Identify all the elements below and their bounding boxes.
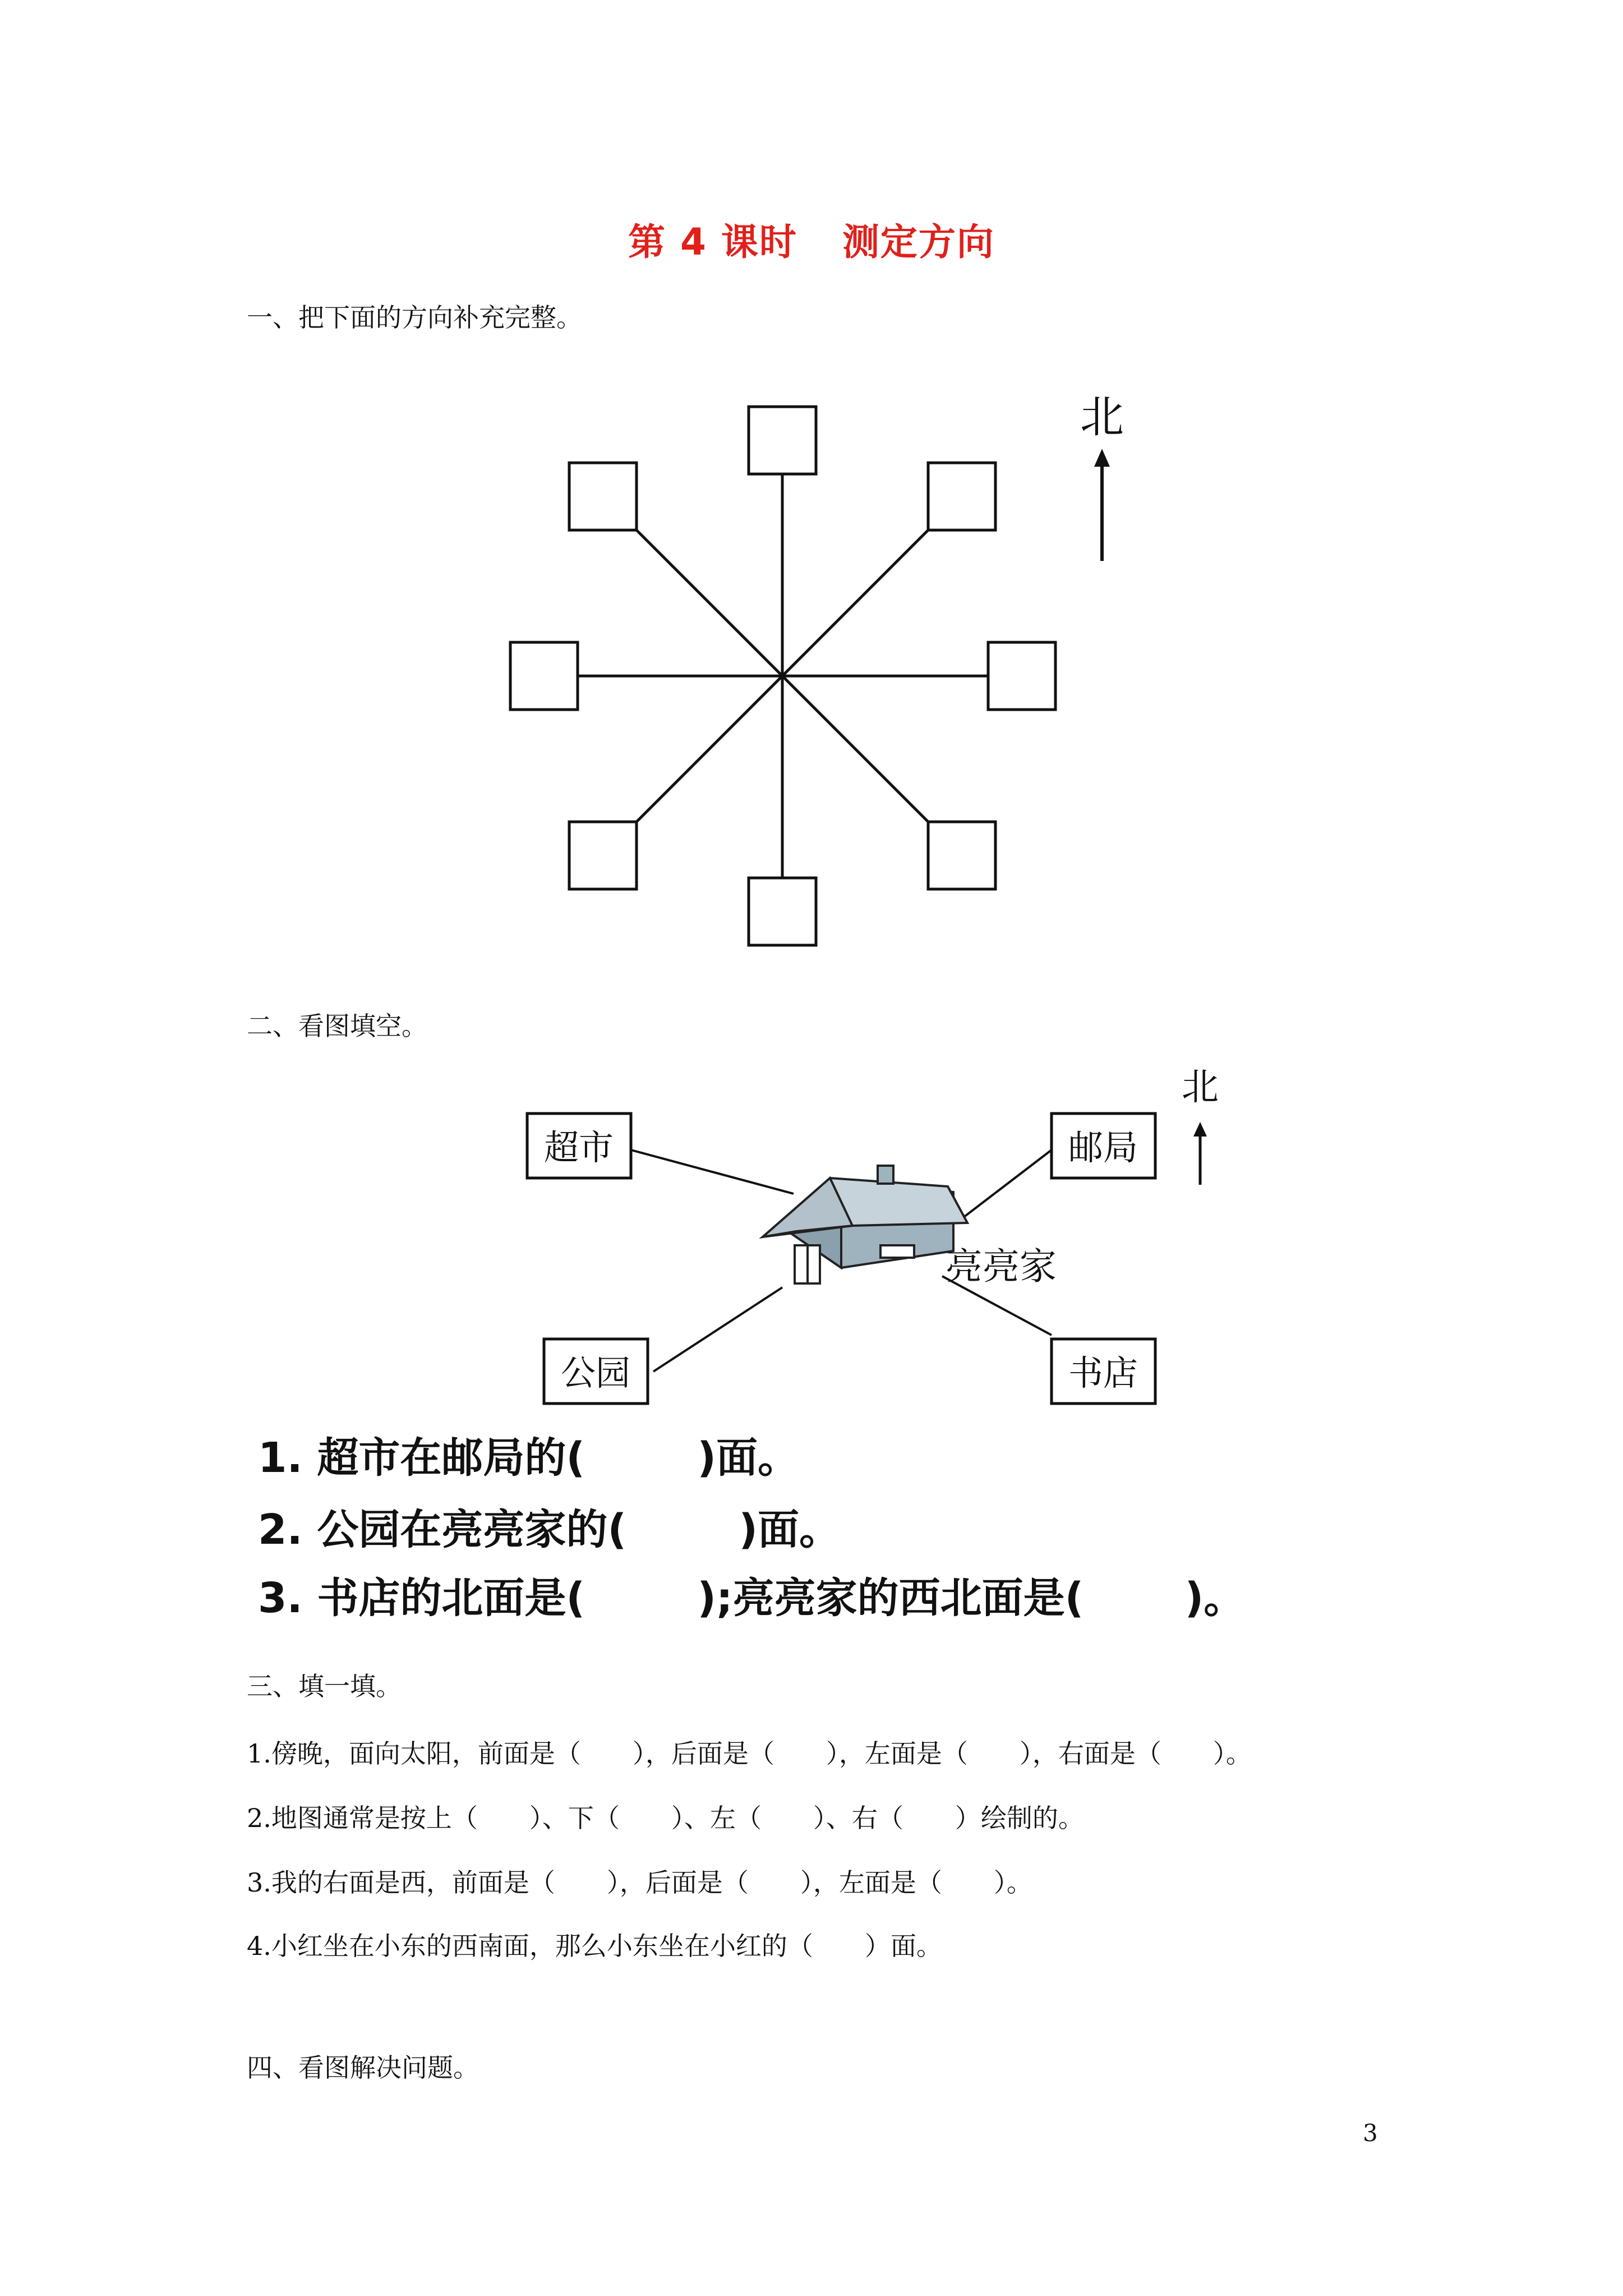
- bookstore-label: 书店: [1068, 1352, 1138, 1393]
- map-question-2: 2. 公园在亮亮家的( )面。: [258, 1506, 841, 1554]
- supermarket-label: 超市: [543, 1127, 614, 1168]
- section4-heading: 四、看图解决问题。: [247, 2053, 479, 2083]
- home-label: 亮亮家: [946, 1245, 1057, 1288]
- section3-heading: 三、填一填。: [247, 1671, 402, 1701]
- compass-rose-diagram: [0, 0, 1623, 1010]
- fill-question-4: 4.小红坐在小东的西南面，那么小东坐在小红的（ ）面。: [247, 1931, 942, 1961]
- park-label: 公园: [560, 1352, 631, 1393]
- post-office-label: 邮局: [1068, 1127, 1138, 1168]
- answer-box-nw[interactable]: [569, 463, 637, 530]
- fill-question-2: 2.地图通常是按上（ ）、下（ ）、左（ ）、右（ ）绘制的。: [247, 1803, 1084, 1833]
- answer-box-ne[interactable]: [928, 463, 995, 530]
- north-arrowhead-icon: [1094, 449, 1110, 467]
- section1-heading: 一、把下面的方向补充完整。: [247, 302, 582, 333]
- fill-question-3: 3.我的右面是西，前面是（ ），后面是（ ），左面是（ ）。: [247, 1867, 1032, 1898]
- section2-heading: 二、看图填空。: [247, 1011, 427, 1041]
- house-icon: [763, 1166, 967, 1283]
- map-question-3: 3. 书店的北面是( );亮亮家的西北面是( )。: [258, 1574, 1246, 1622]
- line-post-office: [956, 1150, 1052, 1223]
- north-label-2: 北: [1182, 1065, 1219, 1108]
- lesson-topic: 测定方向: [842, 220, 995, 264]
- ray-ne: [782, 530, 928, 676]
- answer-box-se[interactable]: [928, 822, 995, 889]
- ray-sw: [637, 676, 782, 822]
- line-park: [653, 1287, 782, 1372]
- north-label: 北: [1080, 392, 1124, 443]
- map-diagram: [0, 1038, 1623, 1430]
- ray-nw: [637, 530, 782, 676]
- ray-se: [782, 676, 928, 822]
- north-arrowhead-icon-2: [1193, 1122, 1207, 1137]
- page-number: 3: [1363, 2119, 1378, 2147]
- answer-box-sw[interactable]: [569, 822, 637, 889]
- map-question-1: 1. 超市在邮局的( )面。: [258, 1434, 800, 1482]
- answer-box-w[interactable]: [510, 642, 578, 710]
- line-supermarket: [631, 1150, 794, 1194]
- lesson-number: 第 4 课时: [628, 220, 797, 264]
- answer-box-e[interactable]: [988, 642, 1055, 710]
- fill-question-1: 1.傍晚，面向太阳，前面是（ ），后面是（ ），左面是（ ），右面是（ ）。: [247, 1738, 1252, 1769]
- answer-box-n[interactable]: [749, 407, 816, 474]
- answer-box-s[interactable]: [749, 878, 816, 945]
